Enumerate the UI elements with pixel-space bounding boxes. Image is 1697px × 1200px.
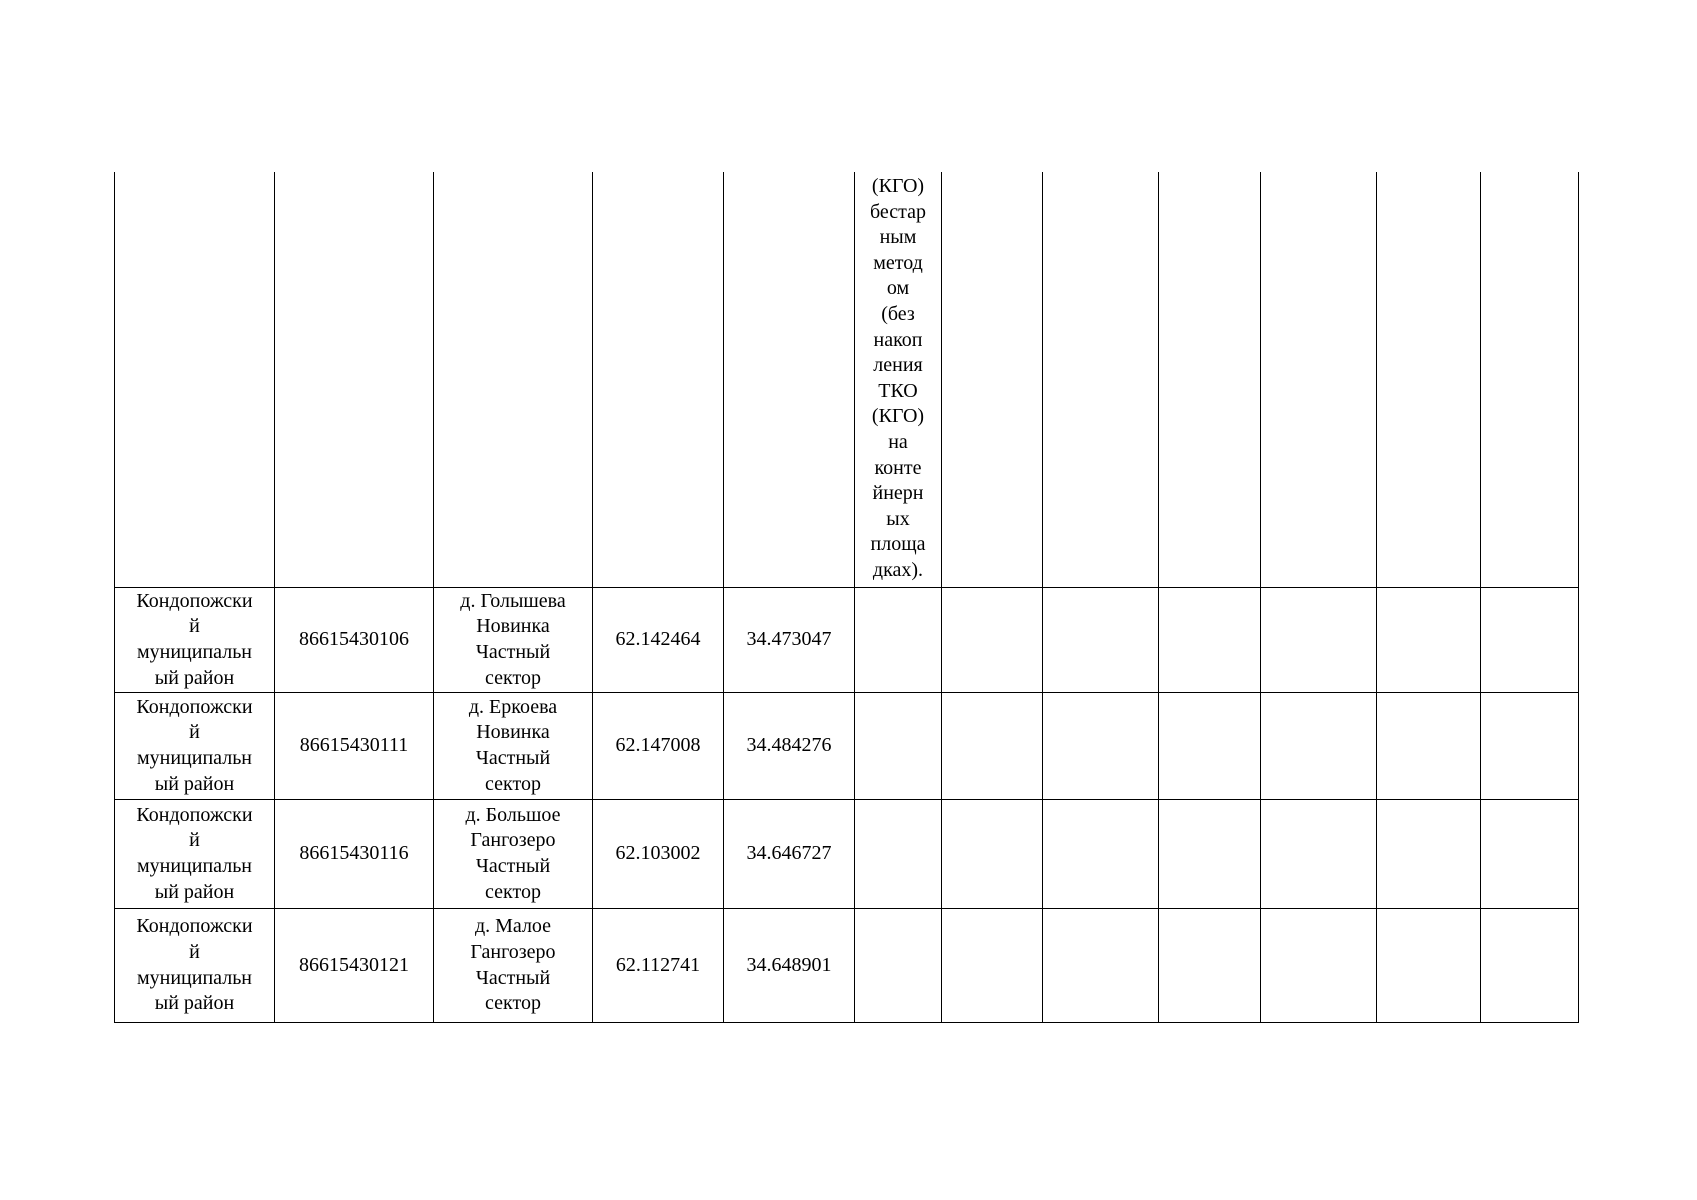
latitude-cell: 62.147008: [593, 693, 724, 800]
continuation-note-cell: (КГО) бестар ным метод ом (без накоп ления ТКО (КГО) на конте йнерн ых площа дках).: [855, 172, 942, 588]
table-cell: [1043, 588, 1159, 693]
table-cell: [724, 172, 855, 588]
table-row: [115, 693, 1579, 800]
table-cell: [942, 693, 1043, 800]
table-cell: [1159, 172, 1261, 588]
table-cell: [855, 909, 942, 1023]
table-cell: [942, 800, 1043, 909]
table-cell: [942, 172, 1043, 588]
table-cell: [1481, 588, 1579, 693]
table-cell: [1377, 909, 1481, 1023]
table-row: [115, 800, 1579, 909]
table-cell: [942, 909, 1043, 1023]
table-cell: [1377, 800, 1481, 909]
table-cell: [1261, 800, 1377, 909]
longitude-cell: 34.646727: [724, 800, 855, 909]
table-cell: [275, 172, 434, 588]
code-cell: 86615430121: [275, 909, 434, 1023]
district-cell: Кондопожски й муниципальн ый район: [115, 588, 275, 693]
table-cell: [1159, 588, 1261, 693]
table-cell: [1377, 588, 1481, 693]
table-continuation-row: [115, 172, 1579, 588]
location-cell: д. Голышева Новинка Частный сектор: [434, 588, 593, 693]
table-row: [115, 588, 1579, 693]
code-cell: 86615430116: [275, 800, 434, 909]
code-cell: 86615430111: [275, 693, 434, 800]
district-cell: Кондопожски й муниципальн ый район: [115, 800, 275, 909]
table-cell: [1043, 172, 1159, 588]
longitude-cell: 34.484276: [724, 693, 855, 800]
table-cell: [1481, 800, 1579, 909]
code-cell: 86615430106: [275, 588, 434, 693]
table-cell: [1377, 693, 1481, 800]
latitude-cell: 62.103002: [593, 800, 724, 909]
location-cell: д. Малое Гангозеро Частный сектор: [434, 909, 593, 1023]
table-cell: [115, 172, 275, 588]
table-cell: [1481, 693, 1579, 800]
table-cell: [593, 172, 724, 588]
table-cell: [1261, 693, 1377, 800]
district-cell: Кондопожски й муниципальн ый район: [115, 909, 275, 1023]
table-cell: [1377, 172, 1481, 588]
table-cell: [434, 172, 593, 588]
table-cell: [1261, 588, 1377, 693]
table-cell: [1159, 800, 1261, 909]
district-cell: Кондопожски й муниципальн ый район: [115, 693, 275, 800]
longitude-cell: 34.473047: [724, 588, 855, 693]
latitude-cell: 62.112741: [593, 909, 724, 1023]
table-cell: [1481, 909, 1579, 1023]
location-cell: д. Большое Гангозеро Частный сектор: [434, 800, 593, 909]
table-cell: [1261, 172, 1377, 588]
table-cell: [1043, 909, 1159, 1023]
table-row: [115, 909, 1579, 1023]
latitude-cell: 62.142464: [593, 588, 724, 693]
table-cell: [1159, 909, 1261, 1023]
table-cell: [1159, 693, 1261, 800]
table-cell: [855, 588, 942, 693]
table-cell: [942, 588, 1043, 693]
table-cell: [1261, 909, 1377, 1023]
longitude-cell: 34.648901: [724, 909, 855, 1023]
table-cell: [1481, 172, 1579, 588]
waste-sites-table: [114, 172, 1579, 1023]
table-cell: [855, 800, 942, 909]
location-cell: д. Еркоева Новинка Частный сектор: [434, 693, 593, 800]
table-cell: [855, 693, 942, 800]
table-cell: [1043, 693, 1159, 800]
table-cell: [1043, 800, 1159, 909]
